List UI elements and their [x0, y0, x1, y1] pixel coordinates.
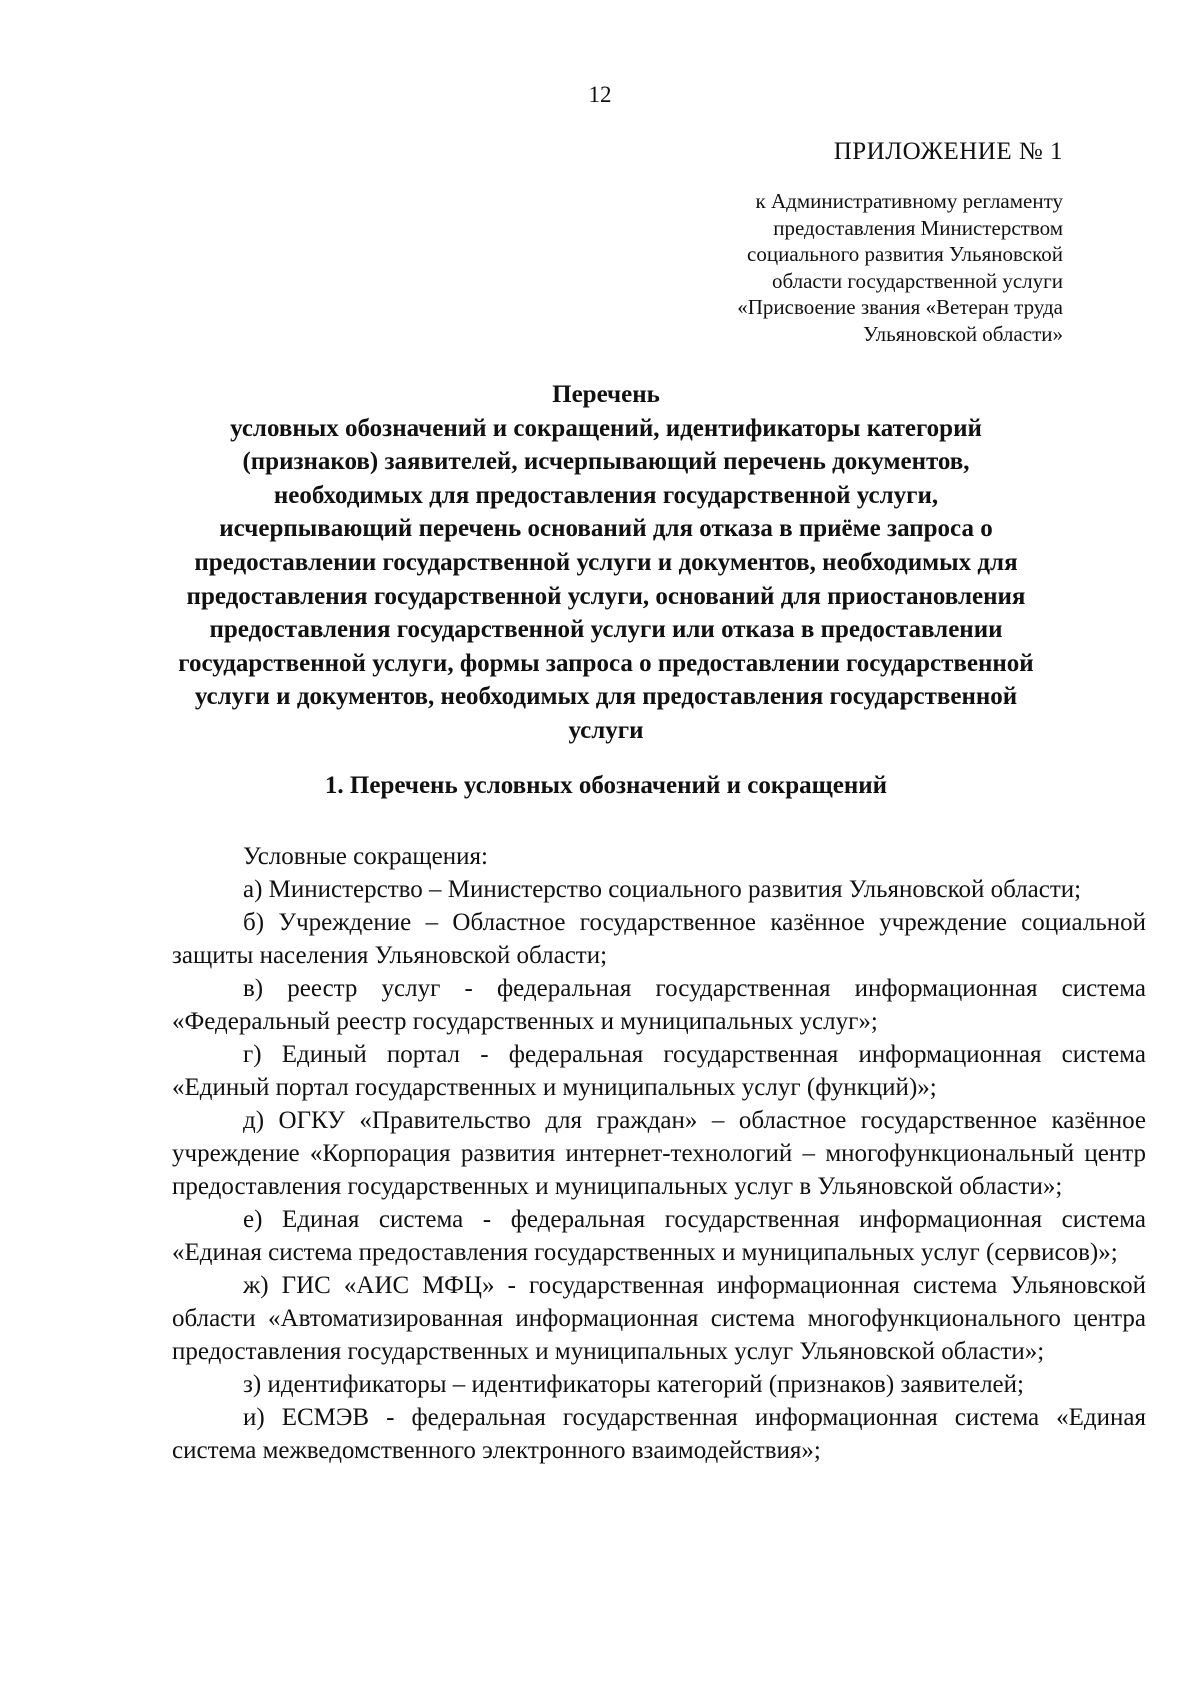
section-heading: 1. Перечень условных обозначений и сокращений: [324, 772, 888, 799]
title-line: предоставления государственной услуги или отказа в предоставлении: [209, 616, 1003, 644]
title-line: Перечень: [552, 381, 660, 408]
appendix-reference: [643, 188, 1063, 347]
appendix-label: ПРИЛОЖЕНИЕ № 1: [833, 138, 1063, 165]
appendix-reference-line: Ульяновской области»: [863, 321, 1063, 346]
appendix-reference-line: области государственной услуги: [771, 268, 1063, 293]
section-body: [172, 840, 1146, 1467]
title-line: (признаков) заявителей, исчерпывающий перечень документов,: [242, 448, 970, 476]
page-number: 12: [588, 82, 612, 107]
title-line: предоставлении государственной услуги и документов, необходимых для: [194, 548, 1018, 576]
list-item: а) Министерство – Министерство социального развития Ульяновской области;: [243, 876, 1082, 903]
title-line: необходимых для предоставления государственной услуги,: [273, 481, 939, 509]
intro-paragraph: Условные сокращения:: [243, 843, 488, 870]
list-item: з) идентификаторы – идентификаторы категорий (признаков) заявителей;: [243, 1371, 1024, 1398]
appendix-reference-line: социального развития Ульяновской: [747, 242, 1063, 266]
list-item: и) ЕСМЭВ - федеральная государственная информационная система «Единая система межведомственного электронного взаимодействия»;: [172, 1404, 1146, 1464]
list-item: ж) ГИС «АИС МФЦ» - государственная информационная система Ульяновской области «Автоматизированная информационная система многофункционального центра предоставления государственных и муниципальных услуг Ульяновской области»;: [172, 1272, 1146, 1365]
appendix-reference-line: к Административному регламенту: [755, 189, 1063, 213]
title-line: предоставления государственной услуги, оснований для приостановления: [186, 582, 1026, 610]
list-item: г) Единый портал - федеральная государственная информационная система «Единый портал государственных и муниципальных услуг (функций)»;: [172, 1041, 1146, 1101]
list-item: б) Учреждение – Областное государственное казённое учреждение социальной защиты населения Ульяновской области;: [172, 909, 1146, 969]
title-line: условных обозначений и сокращений, идентификаторы категорий: [230, 414, 982, 442]
list-item: в) реестр услуг - федеральная государственная информационная система «Федеральный реестр государственных и муниципальных услуг»;: [172, 975, 1146, 1035]
appendix-reference-line: предоставления Министерством: [773, 215, 1063, 240]
title-line: услуги: [568, 716, 644, 744]
list-item: е) Единая система - федеральная государственная информационная система «Единая система предоставления государственных и муниципальных услуг (сервисов)»;: [172, 1206, 1146, 1266]
appendix-reference-line: «Присвоение звания «Ветеран труда: [737, 295, 1063, 319]
title-line: исчерпывающий перечень оснований для отказа в приёме запроса о: [219, 515, 993, 543]
title-line: услуги и документов, необходимых для предоставления государственной: [194, 683, 1018, 711]
document-title: [150, 378, 1062, 748]
list-item: д) ОГКУ «Правительство для граждан» – областное государственное казённое учреждение «Корпорация развития интернет-технологий – многофункциональный центр предоставления государственных и муниципальных услуг в Ульяновской области»;: [172, 1107, 1146, 1200]
title-line: государственной услуги, формы запроса о предоставлении государственной: [178, 649, 1034, 677]
